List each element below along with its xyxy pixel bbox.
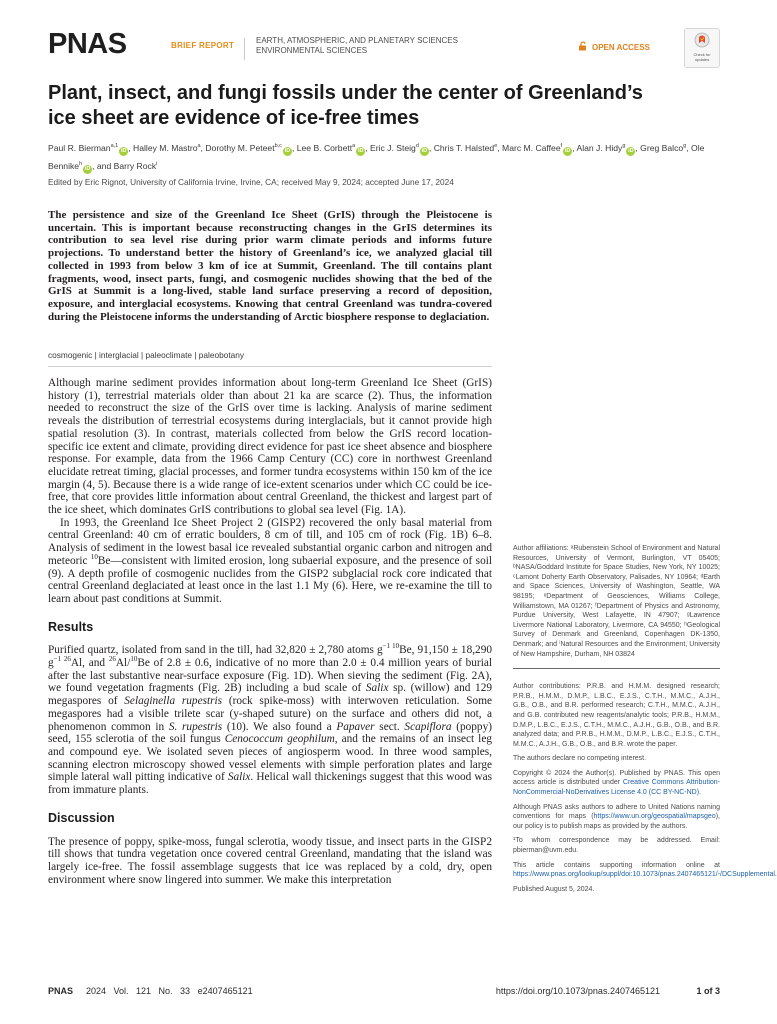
author-name[interactable]: Marc M. Caffee bbox=[502, 142, 561, 153]
author-affiliation-marker: h bbox=[79, 160, 83, 167]
subject-categories bbox=[256, 36, 458, 56]
orcid-icon[interactable]: iD bbox=[628, 147, 634, 154]
author-name[interactable]: Chris T. Halsted bbox=[433, 142, 495, 153]
author-separator: , bbox=[365, 142, 370, 153]
intro-paragraph-1: Although marine sediment provides information about long-term Greenland Ice Sheet (GrIS) history (1), terrestrial materials older than about 21 ka are scarce (2). Thus, the information needed to reconstruct the size of the GrIS over time is lacking. Analysis of marine sediment reveals the distribution of terrestrial ecosystems during interglacials, but it cannot provide high spatial resolution (3). In contrast, materials collected from below the GrIS record location-specific ice extent and climate, providing direct evidence for past ice sheet absence and biosphere response. For example, data from the 1966 Camp Century (CC) core in northwest Greenland elucidate retreat timing, glacial processes, and former tundra ecosystems within 150 km of the ice margin (4, 5). Because there is a wide range of ice-extent scenarios under which CC could be ice-free, that core provides little information about central Greenland, the thickest and largest part of the ice sheet, which dominates GrIS contributions to global sea level (Fig. 1A). bbox=[48, 377, 492, 517]
open-lock-icon bbox=[578, 41, 588, 51]
author-separator: , bbox=[686, 142, 692, 153]
footer-citation: 2024 Vol. 121 No. 33 e2407465121 bbox=[86, 986, 253, 996]
results-heading: Results bbox=[48, 619, 94, 634]
orcid-icon[interactable]: iD bbox=[284, 147, 291, 154]
header-divider bbox=[244, 38, 245, 60]
orcid-icon[interactable]: iD bbox=[564, 147, 571, 154]
article-type-label: BRIEF REPORT bbox=[171, 41, 235, 50]
author-separator: , bbox=[200, 142, 206, 153]
un-maps-link[interactable]: https://www.un.org/geospatial/mapsgeo bbox=[593, 813, 716, 821]
author-name[interactable]: Greg Balco bbox=[640, 142, 684, 153]
check-updates-text-2: updates bbox=[694, 56, 710, 62]
title-line-2: ice sheet are evidence of ice-free times bbox=[48, 107, 420, 129]
author-affiliation-marker: d bbox=[415, 143, 419, 149]
main-text-column bbox=[48, 377, 492, 886]
author-name[interactable]: Paul R. Bierman bbox=[48, 142, 111, 153]
results-paragraph: Purified quartz, isolated from sand in the till, had 32,820 ± 2,780 atoms $g^{-1 10}Be$, 91,150 ± 18,290 $g^{-1 26}Al$, and $^{26}$Al/$^{10}$Be of 2.8 ± 0.6, indicative of no more than 2.0 ± 0.4 million years of burial after the last substantive near-surface exposure (Fig. 1D). When sieving the sediment (Fig. 2A), we found vegetation fragments (Fig. 2B) including a bud scale of Salix sp. (willow) and 129 megaspores of Selaginella rupestris (rock spike-moss) with interwoven reticulation. Some megaspores had a visible trilete scar (y-shaped suture) on the surface and others did not, a phenomenon common in S. rupestris (10). We also found a Papaver sect. Scapiflora (poppy) seed, 155 sclerotia of the soil fungus Cenococcum geophilum, and the remains of an insect leg and compound eye. We isolated seven pieces of angiosperm wood. In three wood samples, scanning electron microscopy showed vessel elements with simple perforation plates and large simple lateral wall pitting indicative of Salix. Helical wall thickenings suggest that this wood was from immature plants. bbox=[48, 642, 493, 797]
edited-by-line: Edited by Eric Rignot, University of California Irvine, Irvine, CA; received May 9, 2024; accepted June 17, 2024 bbox=[48, 177, 454, 187]
check-for-updates-badge[interactable] bbox=[684, 28, 720, 68]
author-name[interactable]: Eric J. Steig bbox=[369, 142, 416, 153]
update-icon bbox=[694, 32, 710, 48]
orcid-icon[interactable]: iD bbox=[357, 147, 364, 154]
journal-header bbox=[48, 28, 720, 68]
author-name[interactable]: Alan J. Hidy bbox=[576, 142, 623, 153]
maps-policy: Although PNAS asks authors to adhere to United Nations naming conventions for maps (https://www.un.org/geospatial/mapsgeo), our policy is to publish maps as provided by the authors. bbox=[513, 803, 720, 830]
supplemental-link[interactable]: https://www.pnas.org/lookup/suppl/doi:10.1073/pnas.2407465121/-/DCSupplemental bbox=[513, 871, 775, 879]
discussion-heading: Discussion bbox=[48, 810, 115, 825]
footer-doi-link[interactable]: https://doi.org/10.1073/pnas.2407465121 bbox=[495, 986, 660, 996]
published-date: Published August 5, 2024. bbox=[513, 885, 595, 893]
author-affiliation-marker: a bbox=[197, 143, 201, 149]
author-separator: , bbox=[291, 142, 297, 153]
license-link[interactable]: Creative Commons Attribution-NonCommercial-NoDerivatives License 4.0 (CC BY-NC-ND). bbox=[513, 779, 720, 797]
author-affiliation-marker: a bbox=[352, 143, 356, 149]
significance-abstract: The persistence and size of the Greenland Ice Sheet (GrIS) through the Pleistocene is uncertain. This is important because reconstructing changes in the GrIS determines its contribution to sea level rise during prior warm climate periods and informs future projections. To understand better the history of Greenland’s ice, we analyzed glacial till collected in 1993 from below 3 km of ice at Summit, Greenland. The till contains plant fragments, wood, insect parts, fungi, and cosmogenic nuclides showing that the bed of the GrIS at Summit is a long-lived, stable land surface preserving a record of deposition, exposure, and interglacial ecosystems. Knowing that central Greenland was tundra-covered during the Pleistocene informs the understanding of Arctic biosphere response to deglaciation. bbox=[48, 209, 492, 323]
footer-journal: PNAS bbox=[48, 986, 74, 996]
author-affiliation-marker: a,1 bbox=[110, 143, 119, 149]
author-name[interactable]: Dorothy M. Peteet bbox=[205, 142, 275, 153]
correspondence-note: ¹To whom correspondence may be addressed. Email: pbierman@uvm.edu. bbox=[513, 837, 720, 855]
author-affiliation-marker: b,c bbox=[274, 143, 282, 149]
open-access-label[interactable] bbox=[578, 41, 650, 52]
author-name[interactable]: Lee B. Corbett bbox=[296, 142, 353, 153]
author-separator: , bbox=[572, 142, 577, 153]
subject-line-2[interactable]: ENVIRONMENTAL SCIENCES bbox=[256, 46, 368, 55]
journal-logo[interactable]: PNAS bbox=[48, 28, 127, 60]
subject-line-1[interactable]: EARTH, ATMOSPHERIC, AND PLANETARY SCIENCES bbox=[256, 36, 458, 45]
keyword-list[interactable]: cosmogenic | interglacial | paleoclimate | paleobotany bbox=[48, 350, 245, 360]
discussion-paragraph: The presence of poppy, spike-moss, fungal sclerotia, woody tissue, and insect parts in the GISP2 till shows that tundra vegetation once covered central Greenland, mandating that the island was largely ice-free. The fossil assemblage suggests that ice was replaced by a cold, dry, open environment where snow lingered into summer. We make this interpretation bbox=[48, 835, 492, 886]
sidebar-notes bbox=[513, 544, 777, 899]
author-separator: , and bbox=[92, 160, 114, 171]
competing-interest: The authors declare no competing interest. bbox=[513, 755, 647, 763]
author-separator: , bbox=[428, 142, 434, 153]
author-contributions: Author contributions: P.R.B. and H.M.M. designed research; P.R.B., H.M.M., D.M.P., L.B.C., E.J.S., C.T.H., M.M.C., A.J.H., G.B., O.B., and B.R. performed research; C.T.H., M.M.C., A.J.H., and G.B. contributed new reagents/analytic tools; P.R.B., H.M.M., D.M.P., L.B.C., E.J.S., C.T.H., M.M.C., A.J.H., G.B., O.B., and B.R. analyzed data; and P.R.B., H.M.M., D.M.P., L.B.C., E.J.S., C.T.H., M.M.C., A.J.H., G.B., O.B., and B.R. wrote the paper. bbox=[513, 683, 720, 748]
author-separator: , bbox=[635, 142, 641, 153]
author-name[interactable]: Barry Rock bbox=[113, 160, 157, 171]
orcid-icon[interactable]: iD bbox=[120, 147, 127, 154]
author-name[interactable]: Ole Bennike bbox=[48, 142, 705, 171]
keyword-divider bbox=[48, 366, 492, 367]
author-name[interactable]: Halley M. Mastro bbox=[133, 142, 198, 153]
orcid-icon[interactable]: iD bbox=[84, 165, 91, 172]
author-list bbox=[48, 138, 720, 174]
article-title bbox=[48, 81, 720, 131]
footer-page-number: 1 of 3 bbox=[696, 986, 720, 996]
title-line-1: Plant, insect, and fungi fossils under the center of Greenland’s bbox=[48, 82, 643, 104]
copyright-notice: Copyright © 2024 the Author(s). Published by PNAS. This open access article is distributed under Creative Commons Attribution-NonCommercial-NoDerivatives License 4.0 (CC BY-NC-ND). bbox=[513, 769, 720, 797]
open-access-text: OPEN ACCESS bbox=[592, 43, 650, 52]
page-footer bbox=[48, 986, 720, 1000]
author-affiliation-marker: f bbox=[560, 143, 563, 149]
orcid-icon[interactable]: iD bbox=[421, 147, 428, 154]
sidebar-divider bbox=[513, 668, 720, 669]
author-separator: , bbox=[497, 142, 503, 153]
author-affiliation-marker: g bbox=[622, 143, 626, 149]
author-affiliations: Author affiliations: ᵃRubenstein School of Environment and Natural Resources, University of Vermont, Burlington, VT 05405; ᵇNASA/Goddard Institute for Space Studies, New York, NY 10025; ᶜLamont Doherty Earth Observatory, Palisades, NY 10964; ᵈEarth and Space Sciences, University of Washington, Seattle, WA 98195; ᵉDepartment of Geosciences, Williams College, Williamstown, MA 01267; ᶠDepartment of Physics and Astronomy, Purdue University, West Lafayette, IN 47907; ᵍLawrence Livermore National Laboratory, Livermore, CA 94550; ʰGeological Survey of Denmark and Greenland, Copenhagen DK-1350, Denmark; and ⁱNatural Resources and the Environment, University of New Hampshire, Durham, NH 03824 bbox=[513, 545, 720, 658]
author-separator: , bbox=[128, 142, 134, 153]
author-affiliation-marker: i bbox=[156, 160, 158, 167]
supporting-info: This article contains supporting information online at https://www.pnas.org/lookup/suppl/doi:10.1073/pnas.2407465121/-/DCSupplemental. bbox=[513, 861, 777, 879]
intro-paragraph-2: In 1993, the Greenland Ice Sheet Project 2 (GISP2) recovered the only basal material from central Greenland: 40 cm of erratic boulders, 8 cm of till, and 105 cm of rock (Fig. 1B) 6–8. Analysis of sediment in the lowest basal ice revealed substantial organic carbon and nitrogen and meteoric $^{10}$Be—consistent with limited erosion, long subaerial exposure, and the presence of soil (9). A depth profile of cosmogenic nuclides from the GISP2 subglacial rock core indicated that central Greenland deglaciated at least once in the last 1.1 My (6). Here, we re-examine the till to learn about past conditions at Summit. bbox=[48, 516, 492, 605]
check-updates-text-1: Check for bbox=[693, 52, 711, 57]
author-affiliation-marker: e bbox=[494, 143, 498, 149]
author-affiliation-marker: g bbox=[683, 143, 687, 149]
